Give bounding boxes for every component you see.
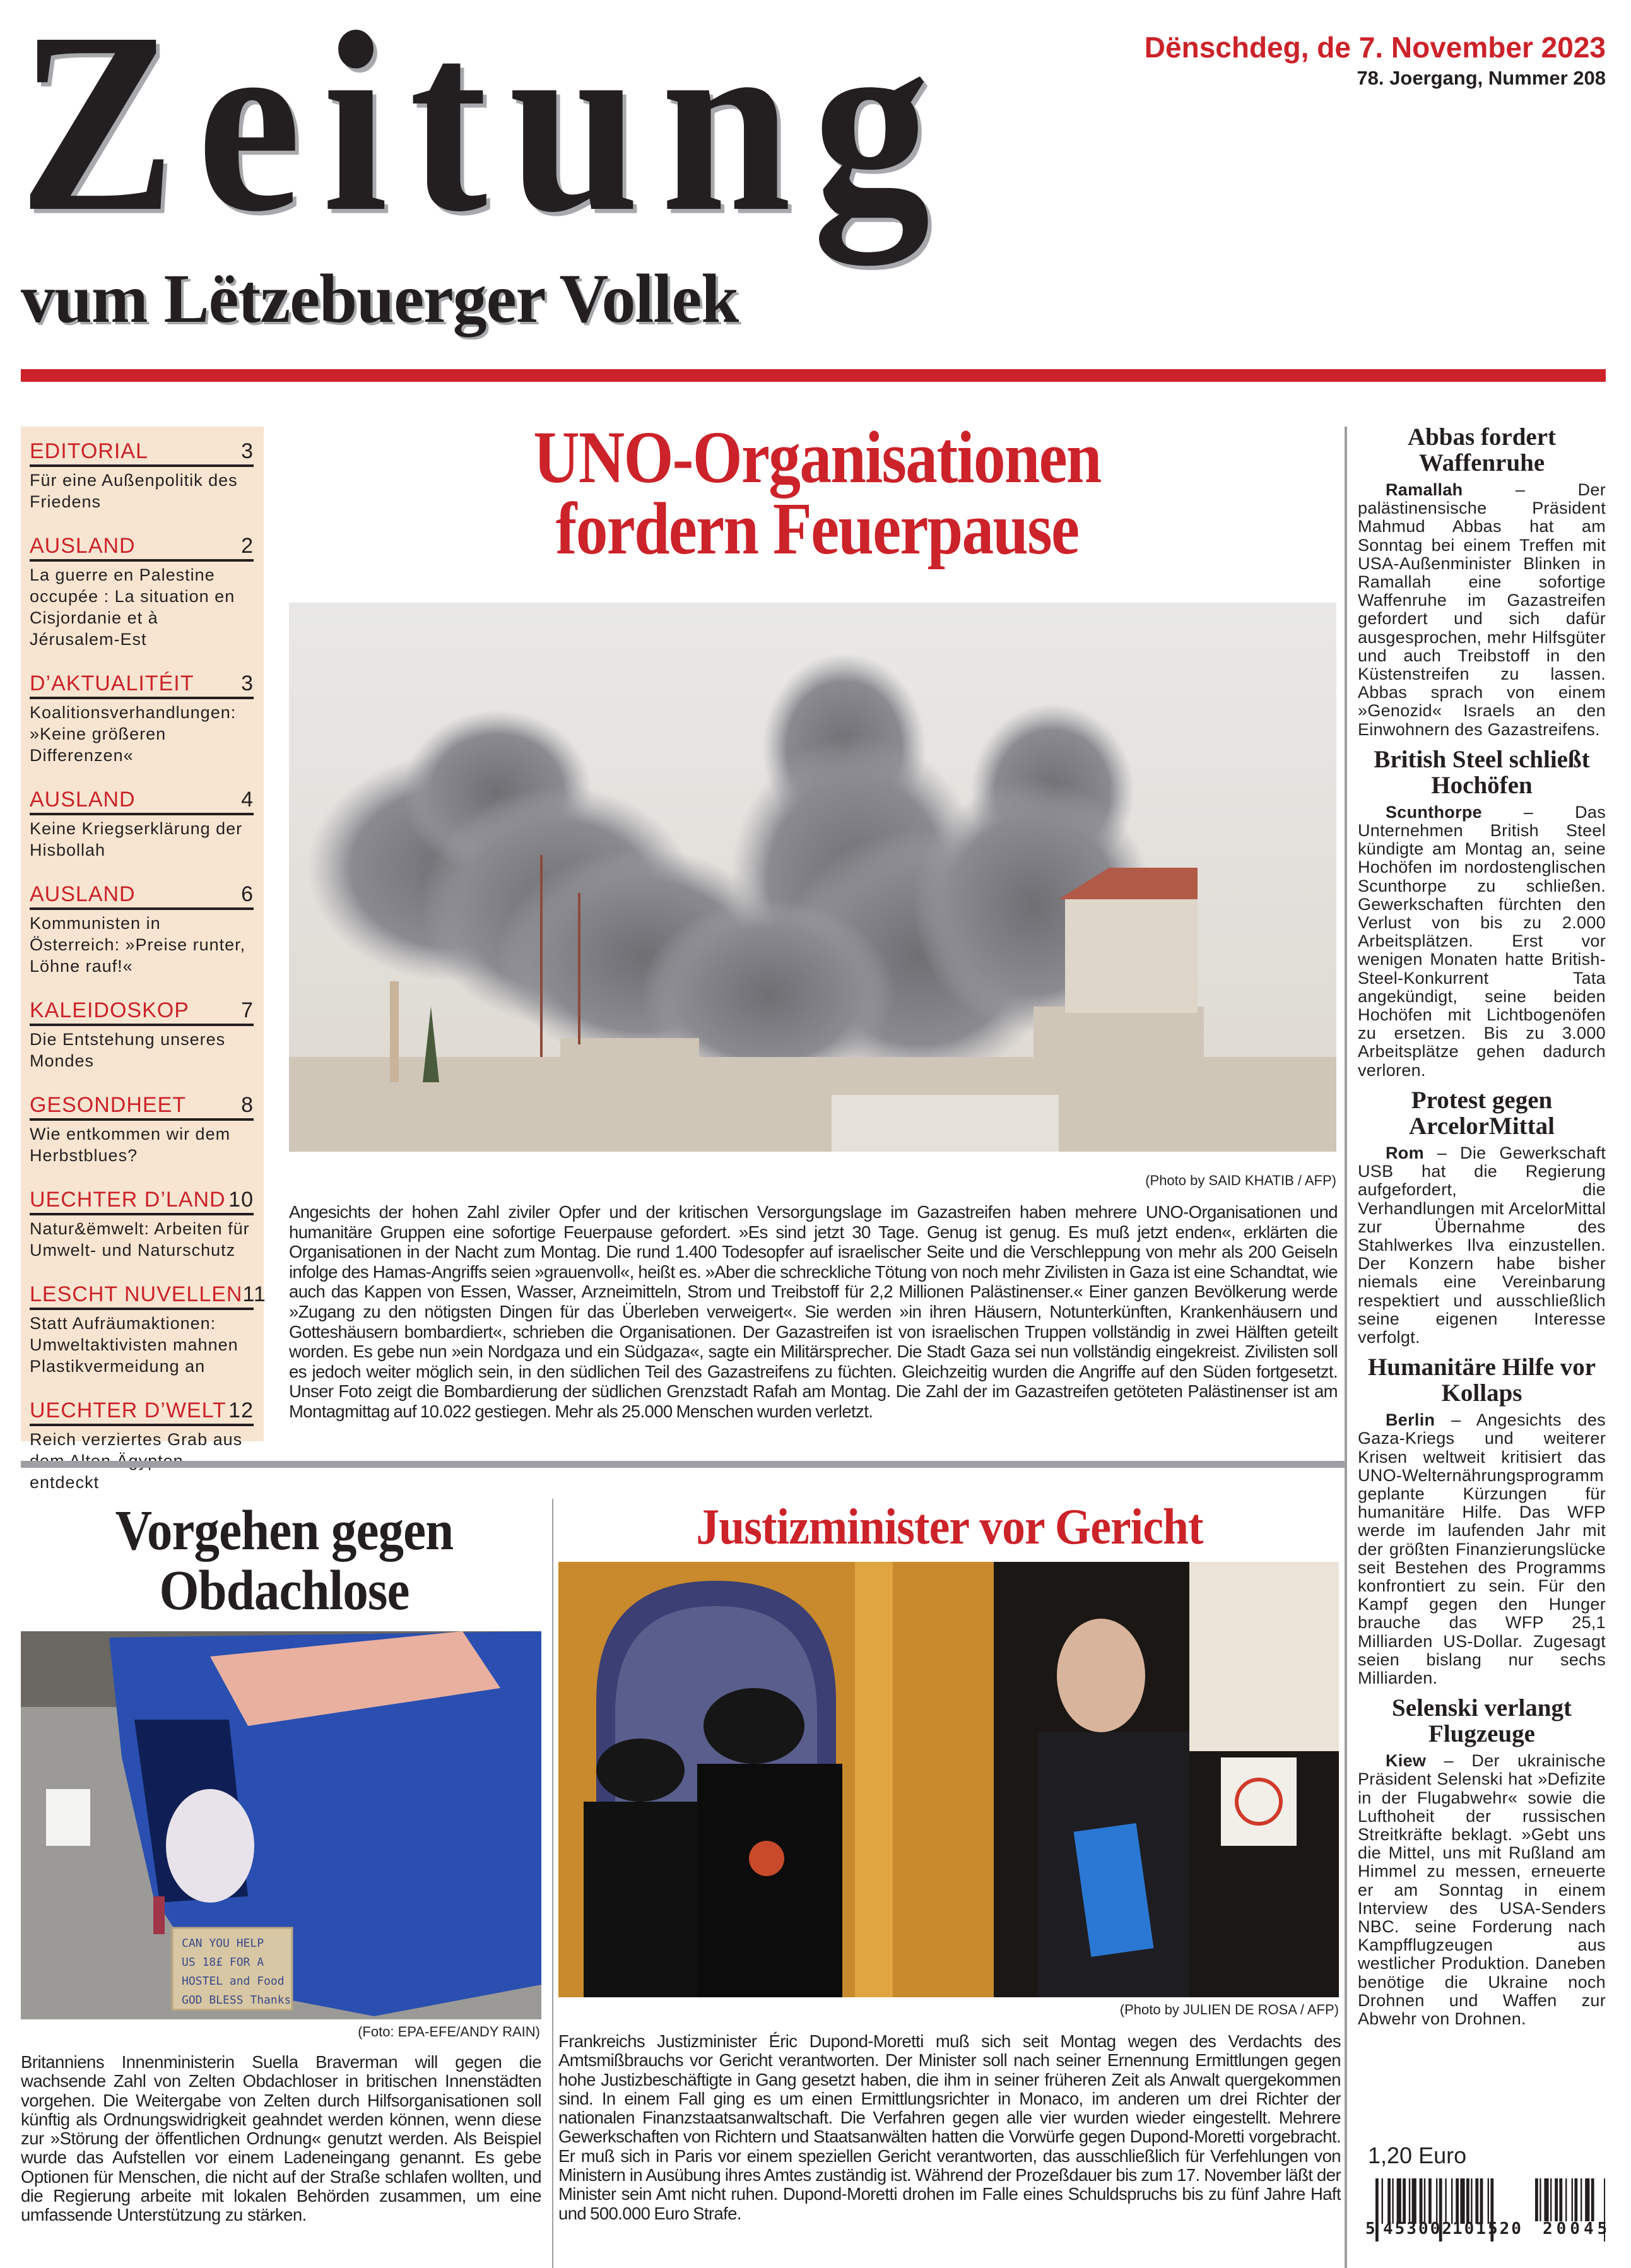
barcode-bar [1375,2178,1379,2241]
contents-item[interactable] [30,534,254,650]
barcode-bar [1392,2178,1393,2224]
contents-item[interactable] [30,1093,254,1166]
main-photo[interactable] [289,603,1336,1152]
contents-section: KALEIDOSKOP [30,998,189,1022]
masthead-logo: Zeitung [19,0,952,266]
barcode [1357,2178,1606,2248]
barcode-bar [1480,2178,1483,2224]
contents-item[interactable] [30,671,254,766]
contents-page: 11 [242,1282,266,1306]
barcode-digits-right: 101520 [1452,2219,1523,2238]
news-brief[interactable] [1358,424,1606,739]
news-brief[interactable] [1358,1695,1606,2028]
contents-page: 10 [228,1188,254,1212]
brief-headline: British Steel schließt Hochöfen [1374,745,1590,799]
homeless-photo-caption: (Foto: EPA-EFE/ANDY RAIN) [358,2024,540,2040]
barcode-bar [1581,2178,1582,2221]
contents-item[interactable] [30,788,254,861]
homeless-photo[interactable] [21,1631,541,2019]
homeless-headline-line: Obdachlose [159,1559,409,1622]
barcode-bar [1540,2178,1541,2221]
barcode-bar [1451,2178,1452,2224]
main-article-body: Angesichts der hohen Zahl ziviler Opfer und der kritischen Versorgungslage im Gazastreifen haben mehrere UNO-Organisationen und humanitäre Gruppen eine sofortige Feuerpause gefordert. »Es sind jetzt 30 Tage. Genug ist genug. Es muß jetzt enden«, erklärten die Organisationen in der Nacht zum Montag. Die rund 1.400 Todesopfer auf israelischer Seite und die Verschleppung von mehr als 200 Geiseln infolge des Hamas-Angriffs seien »grauenvoll«, heißt es. »Aber die schreckliche Tötung von noch mehr Zivilisten in Gaza ist eine Schandtat, wie auch das Kappen von Essen, Wasser, Arzneimitteln, Strom und Treibstoff für 2,2 Millionen Palästinenser.« Einer ganzen Bevölkerung werde »Zugang zu den nötigsten Dingen für das Überleben verweigert«. Sie werden »in ihren Häusern, Notunterkünften, Krankenhäusern und Gotteshäusern bombardiert«, schrieben die Organisationen. Der Gazastreifen ist von israelischen Truppen vollständig in zwei Hälften geteilt worden. Es gebe nun »ein Nordgaza und ein Südgaza«, sagte ein Militärsprecher. Die Stadt Gaza sei nun vollständig eingekreist. Zivilisten soll es jedoch weiter möglich sein, in den südlichen Teil des Gazastreifens zu füchten. Gleichzeitig wurden die Angriffe auf den Süden fortgesetzt. Unser Foto zeigt die Bombardierung der südlichen Grenzstadt Rafah am Montag. Die Zahl der im Gazastreifen getöteten Palästinenser ist am Montagmittag auf 10.022 gestiegen. Mehr als 25.000 Menschen wurden verletzt. [289,1202,1338,1421]
bottom-column-divider [552,1499,553,2268]
barcode-bar [1403,2178,1406,2224]
news-brief[interactable] [1358,1354,1606,1687]
contents-section: LESCHT NUVELLEN [30,1282,243,1306]
main-headline-line: UNO-Organisationen [533,416,1101,499]
brief-text: – Der ukrainische Präsident Selenski hat »Defizite in der Flugabwehr« sowie die Lufthoheit der russischen Streitkräfte beklagt. »Gebt uns die Mittel, uns mit Rußland am Himmel zu messen, erneuerte er am Sonntag in einem Interview des USA-Senders NBC. seine Forderung nach Kampfflugzeugen aus westlicher Produktion. Daneben benötige die Ukraine noch Drohnen und Waffen zur Abwehr von Drohnen. [1358,1751,1606,2029]
contents-teaser: La guerre en Palestine occupée : La situation en Cisjordanie et à Jérusalem-Est [30,565,235,649]
news-brief[interactable] [1358,747,1606,1080]
barcode-icon [1357,2178,1606,2248]
section-rule [21,1461,1345,1468]
barcode-bar [1387,2178,1391,2224]
main-headline[interactable] [364,416,1270,570]
news-brief[interactable] [1358,1087,1606,1347]
masthead-rule [21,369,1606,382]
sign-text-line: US 18£ FOR A [182,1956,264,1969]
contents-page: 7 [241,998,254,1022]
brief-headline: Selenski verlangt Flugzeuge [1392,1694,1572,1748]
contents-section: AUSLAND [30,534,136,558]
contents-section: EDITORIAL [30,439,148,463]
contents-teaser: Die Entstehung unseres Mondes [30,1030,226,1070]
barcode-bar [1436,2178,1437,2224]
justice-photo[interactable] [558,1562,1339,1997]
contents-section: UECHTER D’LAND [30,1188,226,1212]
contents-item[interactable] [30,882,254,977]
barcode-digits-left: 453002 [1383,2219,1454,2238]
sign-text-line: GOD BLESS Thanks [182,1993,291,2007]
contents-teaser: Koalitionsverhandlungen: »Keine größeren Differenzen« [30,703,237,765]
barcode-bar [1535,2178,1538,2221]
sign-text-line: CAN YOU HELP [182,1937,264,1950]
contents-section: GESONDHEET [30,1093,187,1117]
contents-page: 6 [241,882,254,906]
justice-article-body: Frankreichs Justizminister Éric Dupond-Moretti muß sich seit Montag wegen des Verdachts des Amtsmißbrauchs vor Gericht verantworten. Der Minister soll nach seiner Ernennung Ermittlungen gegen hohe Justizbeschäftigte in Gang gesetzt haben, die ihm in seiner früheren Zeit als Anwalt quergekommen sind. In einem Fall ging es um einen Ermittlungsrichter in Monaco, im anderen um drei Richter der nationalen Finanzstaatsanwaltschaft. Die Verfahren gegen alle vier wurden wieder eingestellt. Mehrere Gewerkschaften von Richtern und Staatsanwälten hatten die Vorwürfe gegen Dupond-Moretti vorgebracht. Er muß sich in Paris vor einem speziellen Gericht verantworten, das ausschließlich für Verfehlungen von Ministern in Ausübung ihres Amtes zuständig ist. Während der Prozeßdauer bis zum 17. November läßt der Minister sein Amt nicht ruhen. Dupond-Moretti drohen im Falle eines Schuldspruchs bis zu fünf Jahre Haft und 500.000 Euro Strafe. [558,2031,1341,2223]
contents-section: AUSLAND [30,788,136,812]
brief-dateline: Kiew [1386,1751,1427,1771]
justice-headline[interactable]: Justizminister vor Gericht [696,1499,1203,1555]
contents-section: AUSLAND [30,882,136,906]
justice-photo-caption: (Photo by JULIEN DE ROSA / AFP) [1119,2002,1339,2017]
contents-teaser: Reich verziertes Grab aus entdeckt [30,1430,243,1492]
contents-page: 4 [241,788,254,812]
barcode-bar [1544,2178,1548,2221]
contents-item[interactable] [30,1282,266,1377]
barcode-bar [1565,2178,1567,2221]
barcode-bar [1466,2178,1469,2224]
contents-item[interactable] [30,1188,254,1261]
contents-item[interactable] [30,1398,254,1493]
barcode-bar [1585,2178,1589,2221]
contents-teaser: Natur&ëmwelt: Arbeiten für Umwelt- und Naturschutz [30,1219,250,1260]
brief-text: – Die Gewerkschaft USB hat die Regierung aufgefordert, die Verhandlungen mit ArcelorMittal zur Übernahme des Stahlwerkes Ilva einzustellen. Der Konzern habe bisher niemals eine Vereinbarung respektiert und ausschließlich seine eigenen Interesse verfolgt. [1358,1143,1606,1347]
brief-text: – Der palästinensische Präsident Mahmud Abbas hat am Sonntag bei einem Treffen mit USA-Außenminister Blinken in Ramallah eine sofortige Waffenruhe im Gazastreifen gefordert und sich dafür ausgesprochen, mehr Hilfsgüter und auch Treibstoff in den Küstenstreifen zu lassen. Abbas sprach von einem »Genozid« Israels an den Einwohnern des Gazastreifens. [1358,480,1606,739]
tent-photo [21,1631,541,2019]
news-briefs-column [1358,424,1606,2036]
gaza-smoke-photo [289,603,1336,1152]
barcode-bar [1559,2178,1562,2221]
masthead-subtitle: vum Lëtzebuerger Vollek [21,260,739,337]
contents-page: 8 [241,1093,254,1117]
brief-headline: Abbas fordert Waffenruhe [1407,423,1557,476]
brief-dateline: Berlin [1386,1410,1435,1430]
contents-page: 3 [241,439,254,463]
brief-dateline: Scunthorpe [1386,802,1483,822]
sign-text-line: HOSTEL and Food [182,1975,285,1988]
barcode-bar [1409,2178,1410,2224]
barcode-bar [1475,2178,1478,2224]
barcode-bar [1424,2178,1425,2224]
contents-teaser: Statt Aufräumaktionen: Umweltaktivisten mahnen Plastikvermeidung an [30,1314,238,1376]
barcode-bar [1412,2178,1416,2224]
brief-headline: Humanitäre Hilfe vor Kollaps [1367,1354,1596,1407]
barcode-bar [1555,2178,1558,2221]
main-photo-caption: (Photo by SAID KHATIB / AFP) [1145,1172,1336,1188]
barcode-bar [1428,2178,1432,2224]
barcode-bar [1550,2178,1552,2221]
column-divider [1345,427,1347,2268]
barcode-bar [1488,2178,1489,2224]
barcode-bar [1382,2178,1383,2224]
cover-price: 1,20 Euro [1368,2142,1467,2168]
contents-teaser: Für eine Außenpolitik des Friedens [30,471,238,511]
homeless-headline-line: Vorgehen gegen [115,1499,454,1562]
issue-date: Dënschdeg, de 7. November 2023 [1144,31,1606,64]
homeless-article-body: Britanniens Innenministerin Suella Braverman will gegen die wachsende Zahl von Zelten Obdachloser in britischen Innenstädten vorgehen. Die Weitergabe von Zelten durch Hilfsorganisationen soll künftig als Ordnungswidrigkeit geahndet werden können, wenn diese zur »Störung der öffentlichen Ordnung« genutzt werden. Als Beispiel wurde das Aufstellen vor einem Ladeneingang genannt. Es gebe Optionen für Menschen, die nicht auf der Straße schlafen wollten, und die Regierung arbeite mit lokalen Behörden zusammen, um eine umfassende Unterstützung zu stärken. [21,2052,541,2225]
barcode-bar [1397,2178,1401,2224]
brief-dateline: Ramallah [1386,480,1463,499]
brief-text: – Das Unternehmen British Steel kündigte am Montag an, seine Hochöfen im nordostenglischen Scunthorpe zu schließen. Gewerkschaften fürchten den Verlust von bis zu 2.000 Arbeitsplätzen. Erst vor wenigen Monaten hatte British-Steel-Konkurrent Tata angekündigt, seine beiden Hochöfen mit Lichtbogenöfen zu ersetzen. Bis zu 3.000 Arbeitsplätze gehen dadurch verloren. [1358,802,1606,1080]
contents-sidebar [21,427,266,1492]
contents-page: 12 [228,1398,254,1422]
barcode-addon-digits: 20045 [1543,2219,1606,2238]
main-headline-line: fordern Feuerpause [555,487,1079,570]
brief-headline: Protest gegen ArcelorMittal [1409,1086,1555,1140]
barcode-bar [1591,2178,1594,2221]
contents-section: D’AKTUALITÉIT [30,671,194,695]
issue-number: 78. Joergang, Nummer 208 [1357,67,1606,89]
barcode-bar [1456,2178,1459,2224]
barcode-digit-first: 5 [1365,2219,1375,2238]
contents-teaser: Keine Kriegserklärung der Hisbollah [30,819,243,859]
contents-page: 3 [241,671,254,695]
contents-item[interactable] [30,998,254,1072]
contents-page: 2 [241,534,254,558]
brief-text: – Angesichts des Gaza-Kriegs und weiterer Krisen weltweit kritisiert das UNO-Welternährungsprogramm geplante Kürzungen für humanitäre Hilfe. Das WFP werde im laufenden Jahr mit der größten Finanzierungslücke seit Bestehen des Programms konfrontiert zu sein. Für den Kampf gegen den Hunger brauche das WFP 25,1 Milliarden US-Dollar. Zugesagt seien bislang nur sechs Milliarden. [1358,1410,1606,1687]
contents-teaser: Kommunisten in Österreich: »Preise runter, Löhne rauf!« [30,914,246,976]
barcode-bar [1420,2178,1423,2224]
contents-teaser: Wie entkommen wir dem Herbstblues? [30,1125,231,1165]
barcode-bar [1572,2178,1573,2221]
barcode-bar [1574,2178,1577,2221]
brief-dateline: Rom [1386,1143,1424,1162]
barcode-bar [1460,2178,1464,2224]
barcode-bar [1471,2178,1472,2224]
homeless-headline[interactable] [47,1501,522,1621]
contents-item[interactable] [30,439,254,512]
contents-section: UECHTER D’WELT [30,1398,227,1422]
barcode-bar [1445,2178,1446,2224]
courtroom-photo [558,1562,1339,1997]
